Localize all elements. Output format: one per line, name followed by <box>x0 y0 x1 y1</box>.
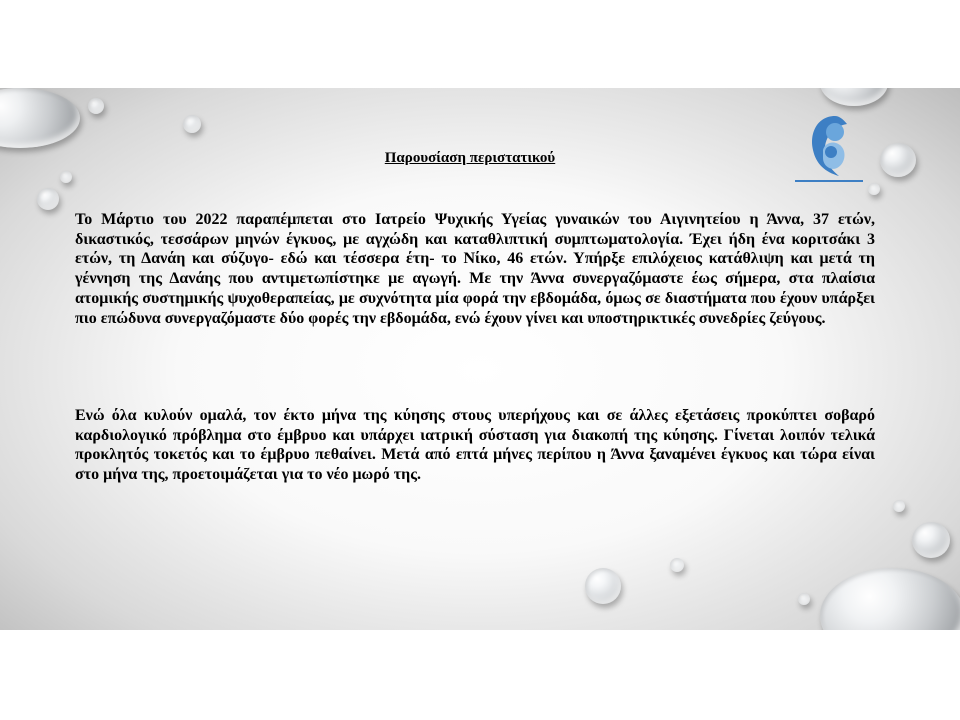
water-drop-decoration <box>670 558 684 572</box>
water-drop-decoration <box>820 88 888 106</box>
presentation-slide <box>0 88 960 630</box>
water-drop-decoration <box>37 188 59 210</box>
water-drop-decoration <box>798 593 810 605</box>
water-drop-decoration <box>585 568 621 604</box>
water-drop-decoration <box>868 183 880 195</box>
water-drop-decoration <box>183 115 201 133</box>
water-drop-decoration <box>0 88 80 148</box>
case-paragraph-1: Το Μάρτιο του 2022 παραπέμπεται στο Ιατρείο Ψυχικής Υγείας γυναικών του Αιγινητείου η Άννα, 37 ετών, δικαστικός, τεσσάρων μηνών έγκυος, με αγχώδη και καταθλιπτική συμπτωματολογία. Έχει ήδη ένα κοριτσάκι 3 ετών, τη Δανάη και σύζυγο- εδώ και τέσσερα έτη- το Νίκο, 46 ετών. Υπήρξε επιλόχειος κατάθλιψη και μετά τη γέννηση της Δανάης που αντιμετωπίστηκε με αγωγή. Με την Άννα συνεργαζόμαστε έως σήμερα, στα πλαίσια ατομικής συστημικής ψυχοθεραπείας, με συχνότητα μία φορά την εβδομάδα, όμως σε διαστήματα που έχουν υπάρξει πιο επώδυνα συνεργαζόμαστε δύο φορές την εβδομάδα, ενώ έχουν γίνει και υποστηρικτικές συνεδρίες ζεύγους. <box>75 211 875 327</box>
case-paragraph-2: Ενώ όλα κυλούν ομαλά, τον έκτο μήνα της κύησης στους υπερήχους και σε άλλες εξετάσεις προκύπτει σοβαρό καρδιολογικό πρόβλημα στο έμβρυο και υπάρχει ιατρική σύσταση για διακοπή της κύησης. Γίνεται λοιπόν τελικά προκλητός τοκετός και το έμβρυο πεθαίνει. Μετά από επτά μήνες περίπου η Άννα ξαναμένει έγκυος και τώρα είναι στο μήνα της, προετοιμάζεται για το νέο μωρό της. <box>75 407 875 484</box>
mother-and-child-icon <box>795 110 863 182</box>
logo-underline <box>795 180 863 182</box>
water-drop-decoration <box>820 568 960 630</box>
water-drop-decoration <box>88 98 104 114</box>
slide-title: Παρουσίαση περιστατικού <box>384 150 556 166</box>
water-drop-decoration <box>60 171 72 183</box>
water-drop-decoration <box>912 522 950 558</box>
water-drop-decoration <box>893 500 905 512</box>
